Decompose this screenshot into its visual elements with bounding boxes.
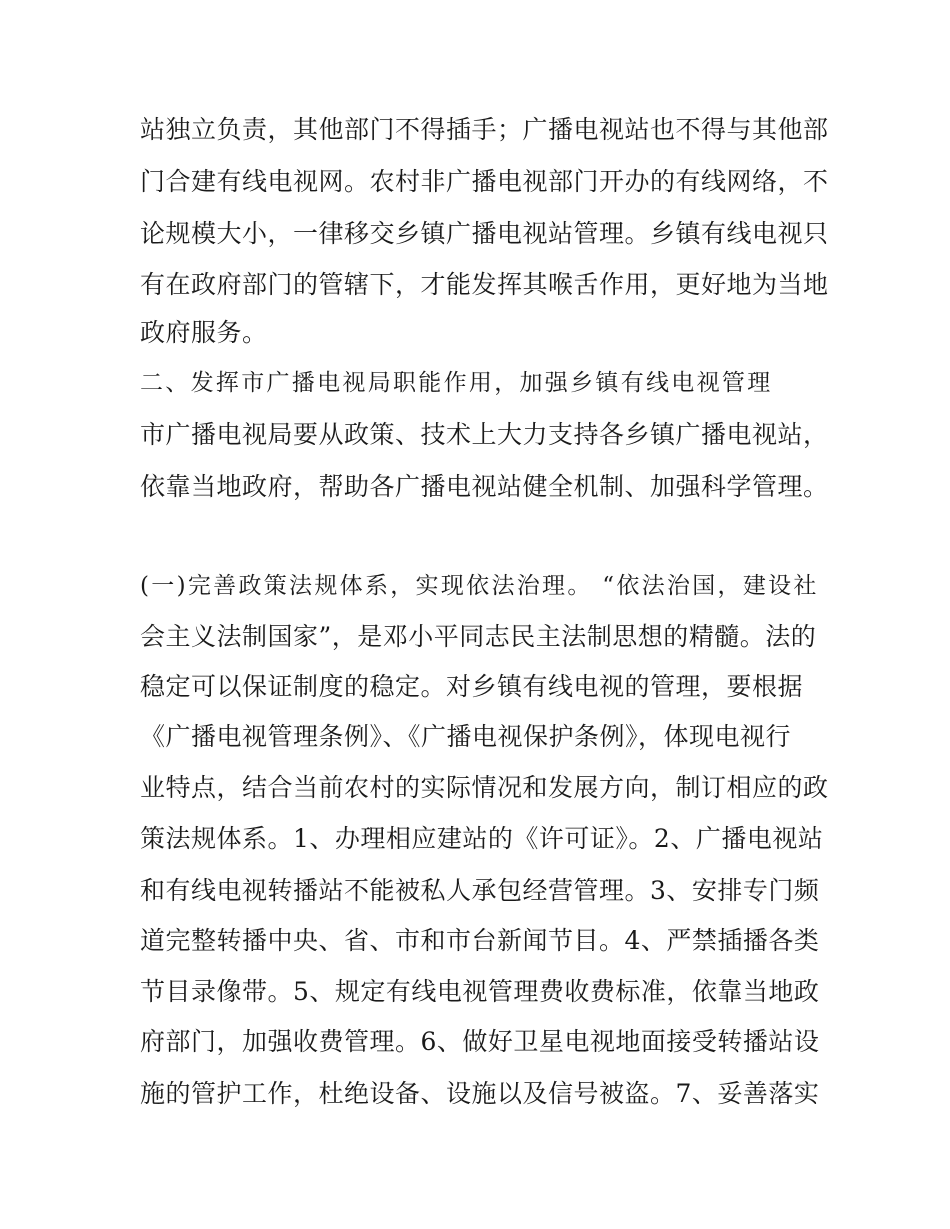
- text-line: 站独立负责，其他部门不得插手；广播电视站也不得与其他部: [140, 115, 829, 144]
- text-line: 门合建有线电视网。农村非广播电视部门开办的有线网络，不: [140, 167, 829, 196]
- text-line: 《广播电视管理条例》、《广播电视保护条例》，体现电视行: [140, 722, 792, 751]
- text-line: 道完整转播中央、省、市和市台新闻节目。4、严禁插播各类: [140, 926, 820, 955]
- text-line: 会主义法制国家”，是邓小平同志民主法制思想的精髓。法的: [140, 622, 817, 651]
- text-line: 依靠当地政府，帮助各广播电视站健全机制、加强科学管理。: [140, 472, 829, 501]
- text-line: 有在政府部门的管辖下，才能发挥其喉舌作用，更好地为当地: [140, 270, 829, 299]
- text-line: 稳定可以保证制度的稳定。对乡镇有线电视的管理，要根据: [140, 672, 804, 701]
- section-heading: 二、发挥市广播电视局职能作用，加强乡镇有线电视管理: [140, 370, 773, 396]
- text-line: 策法规体系。1、办理相应建站的《许可证》。2、广播电视站: [140, 824, 824, 853]
- text-line: 节目录像带。5、规定有线电视管理费收费标准，依靠当地政: [140, 977, 820, 1006]
- text-line: 政府服务。: [140, 318, 268, 347]
- text-line: 施的管护工作，杜绝设备、设施以及信号被盗。7、妥善落实: [140, 1079, 820, 1108]
- text-line: 和有线电视转播站不能被私人承包经营管理。3、安排专门频: [140, 876, 820, 905]
- text-line: 市广播电视局要从政策、技术上大力支持各乡镇广播电视站，: [140, 420, 829, 449]
- text-line: 业特点，结合当前农村的实际情况和发展方向，制订相应的政: [140, 773, 829, 802]
- text-line: 府部门，加强收费管理。6、做好卫星电视地面接受转播站设: [140, 1027, 820, 1056]
- subsection-heading-line: (一)完善政策法规体系，实现依法治理。 “依法治国，建设社: [140, 573, 819, 599]
- text-line: 论规模大小，一律移交乡镇广播电视站管理。乡镇有线电视只: [140, 219, 829, 248]
